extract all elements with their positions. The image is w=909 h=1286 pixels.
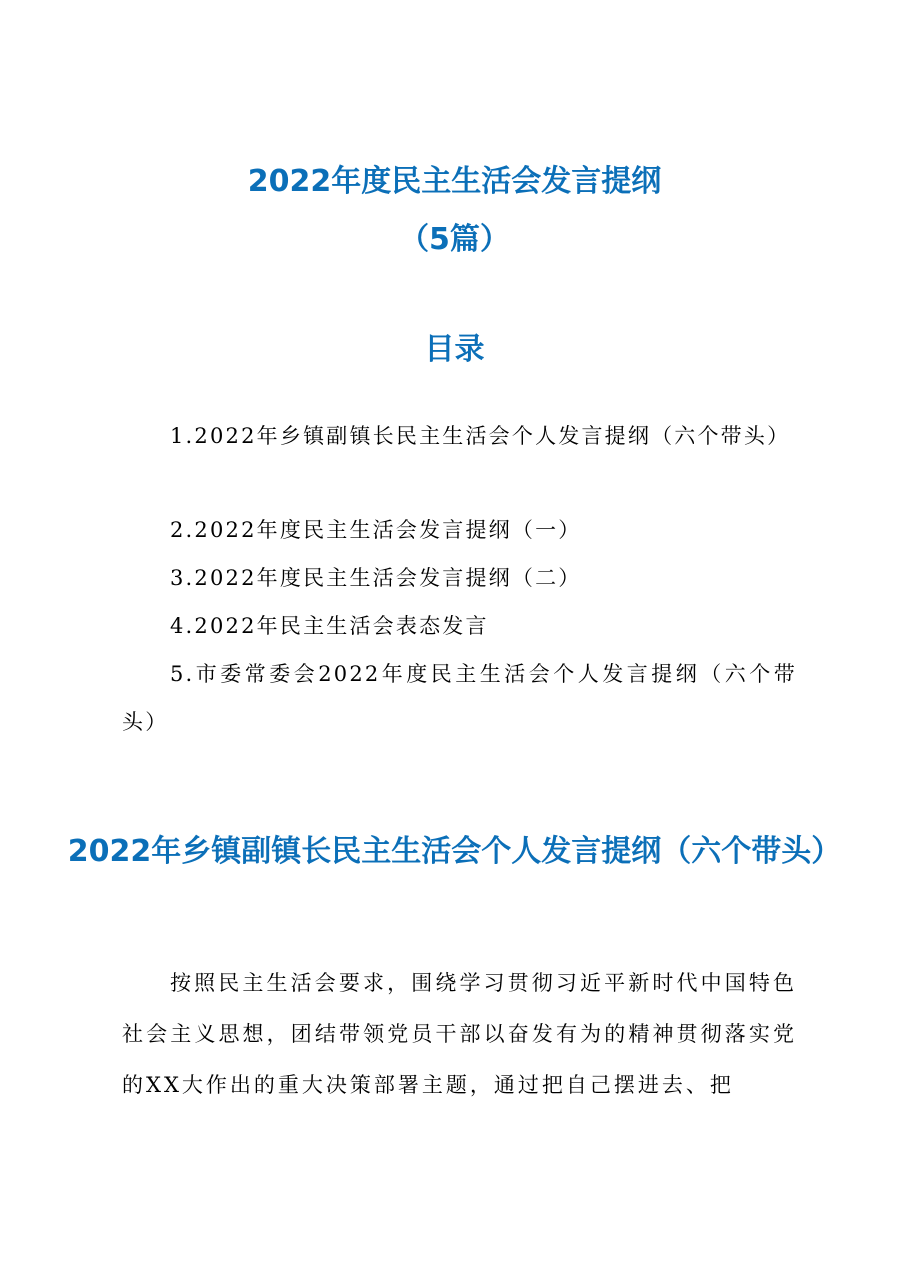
toc-entry-3 <box>122 554 797 602</box>
toc-entry-2 <box>122 506 797 554</box>
section-title: 2022年乡镇副镇长民主生活会个人发言提纲（六个带头） <box>67 834 842 869</box>
toc-entry-4 <box>122 602 797 650</box>
toc-list <box>122 412 797 460</box>
toc-heading: 目录 <box>424 332 485 367</box>
toc-item: 3.2022年度民主生活会发言提纲（二） <box>170 566 582 590</box>
section-body-paragraph: 按照民主生活会要求，围绕学习贯彻习近平新时代中国特色社会主义思想，团结带领党员干部以奋发有为的精神贯彻落实党的XX大作出的重大决策部署主题，通过把自己摆进去、把 <box>122 971 797 1097</box>
toc-item: 1.2022年乡镇副镇长民主生活会个人发言提纲（六个带头） <box>170 424 791 448</box>
document-title: 2022年度民主生活会发言提纲 <box>247 164 662 199</box>
toc-item: 5.市委常委会2022年度民主生活会个人发言提纲（六个带头） <box>122 662 797 734</box>
document-count: （5篇） <box>399 222 510 257</box>
toc-item: 4.2022年民主生活会表态发言 <box>170 614 489 638</box>
toc-item: 2.2022年度民主生活会发言提纲（一） <box>170 518 582 542</box>
toc-entry-5 <box>122 650 797 746</box>
